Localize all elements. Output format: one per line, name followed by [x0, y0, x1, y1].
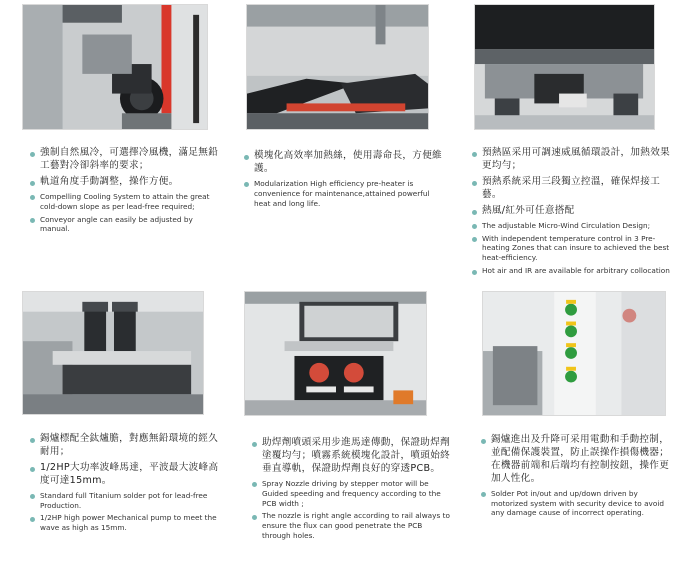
feature-bullet: The adjustable Micro-Wind Circulation Design; [472, 221, 677, 231]
feature-bullet: The nozzle is right angle according to rail always to ensure the flux can good penetrate the PCB through holes. [252, 511, 452, 541]
feature-bullet: Spray Nozzle driving by stepper motor will be Guided speeding and frequency according to the PCB width ; [252, 479, 452, 509]
feature-bullet: Hot air and IR are available for arbitrary collocation [472, 266, 677, 276]
feature-bullet: 軌道角度手動調整，操作方便。 [30, 176, 220, 189]
feature-bullet: 錫爐標配全鈦爐膽，對應無鉛環境的經久耐用； [30, 433, 220, 459]
preheater-module-photo [246, 4, 429, 130]
feature-bullet: Modularization High efficiency pre-heater is convenience for maintenance,attained powerful heat and long life. [244, 179, 444, 209]
feature-bullet: 錫爐進出及升降可采用電動和手動控制，並配備保護裝置，防止誤操作損傷機器；在機器前端和后端均有控制按鈕，操作更加人性化。 [481, 434, 671, 486]
feature-bullet: 助焊劑噴頭采用步進馬達傳動，保證助焊劑塗覆均勻；噴霧系統模塊化設計，噴頭始終垂直導軌，保證助焊劑良好的穿透PCB。 [252, 437, 452, 476]
solder-pot-motors-photo [22, 291, 204, 415]
feature-bullet: 預熱區采用可調速威風循環設計，加熱效果更均勻； [472, 147, 677, 173]
feature-bullet: 模塊化高效率加熱絲，使用壽命長，方便維護。 [244, 150, 444, 176]
feature-bullet: Compelling Cooling System to attain the great cold-down slope as per lead-free required; [30, 192, 220, 212]
feature-bullet: Solder Pot in/out and up/down driven by motorized system with security device to avoid any damage cause of incorrect operating. [481, 489, 671, 519]
feature-bullet: 預熱系統采用三段獨立控溫，確保焊接工藝。 [472, 176, 677, 202]
feature-bullet: 1/2HP大功率波峰馬達，平波最大波峰高度可達15mm。 [30, 462, 220, 488]
cooling-fan-motor-photo [22, 4, 208, 130]
feature-bullet: 熱風/紅外可任意搭配 [472, 205, 677, 218]
feature-bullet: Conveyor angle can easily be adjusted by manual. [30, 215, 220, 235]
spray-nozzle-control-photo [244, 291, 427, 416]
preheat-zone-photo [474, 4, 655, 130]
feature-bullet: With independent temperature control in 3 Pre-heating Zones that can insure to achieved the best heat-efficiency. [472, 234, 677, 264]
feature-bullet: Standard full Titanium solder pot for lead-free Production. [30, 491, 220, 511]
solder-pot-switches-photo [482, 291, 666, 416]
feature-bullet: 強制自然風冷，可選擇冷風機，滿足無鉛工藝對冷卻斜率的要求； [30, 147, 220, 173]
feature-bullet: 1/2HP high power Mechanical pump to meet the wave as high as 15mm. [30, 513, 220, 533]
